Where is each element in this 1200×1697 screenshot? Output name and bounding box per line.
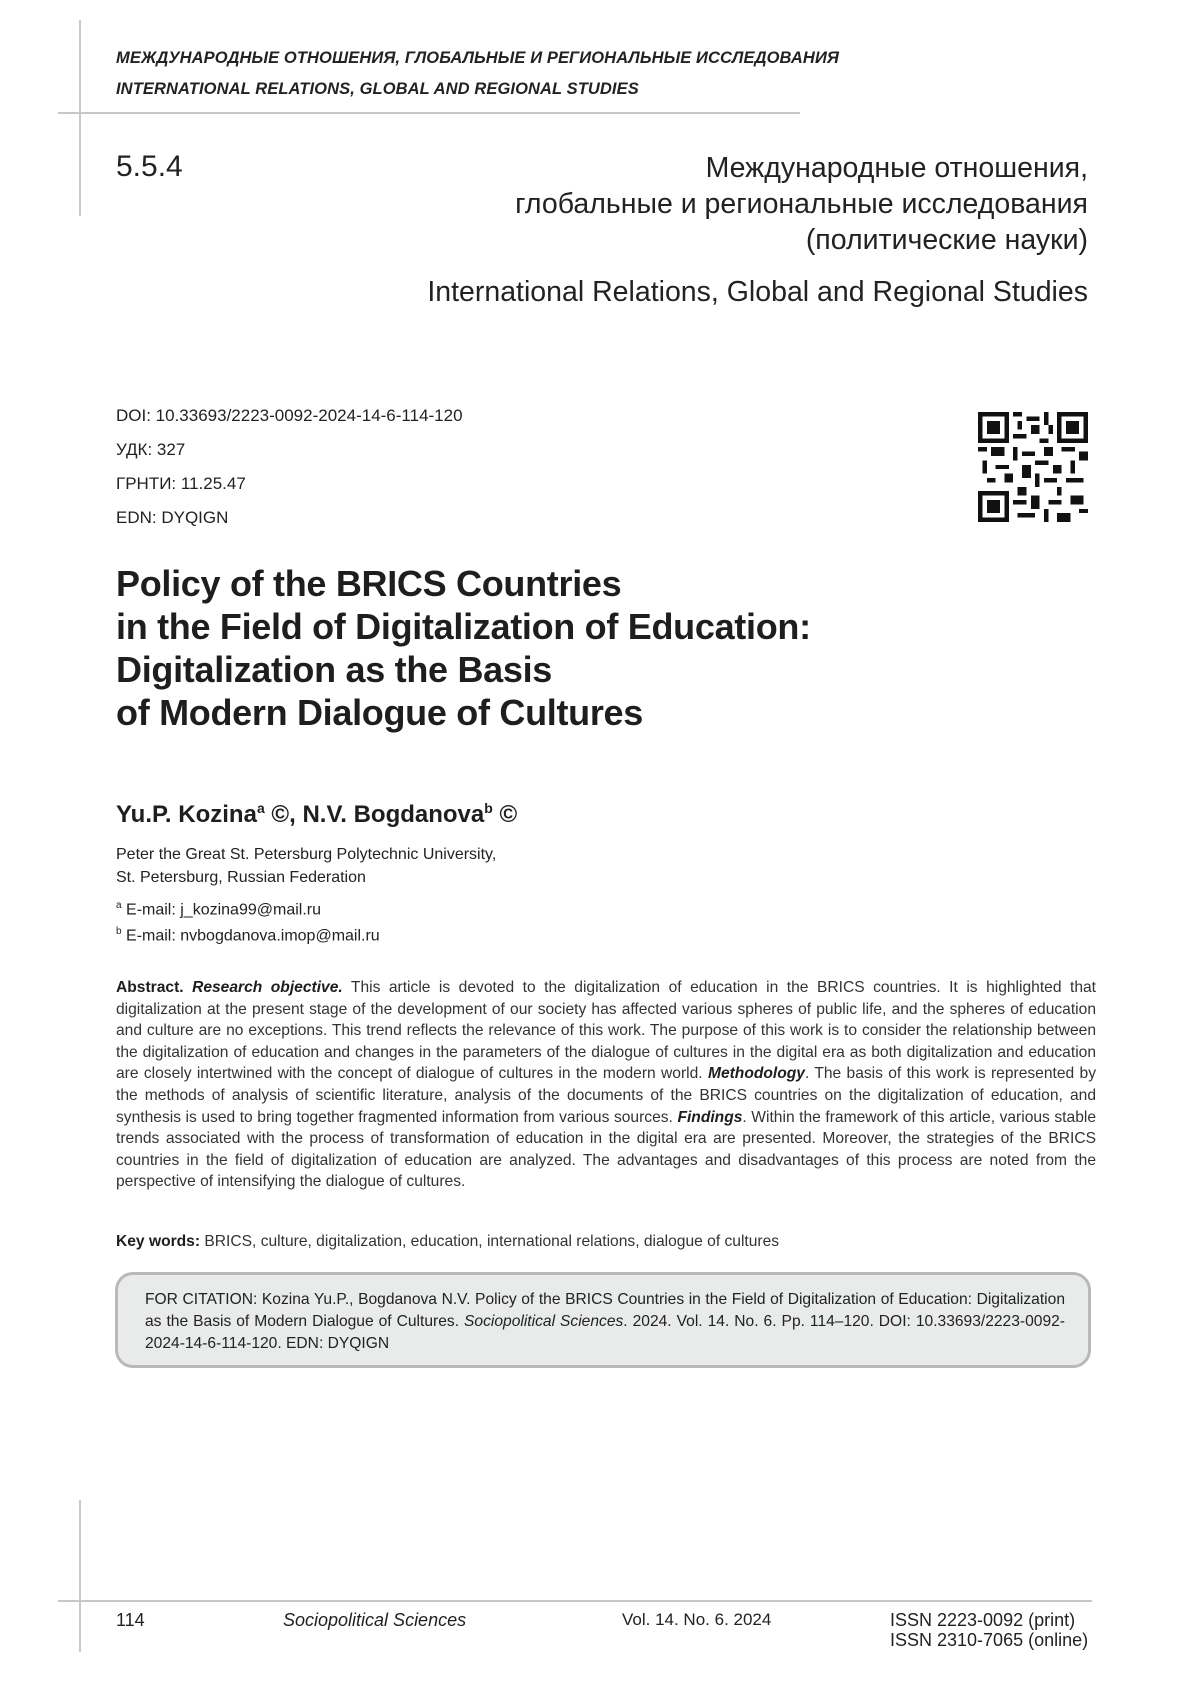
email-b-sup: b [116, 926, 122, 937]
header-horizontal-rule [58, 112, 800, 114]
specialty-en: International Relations, Global and Regional Studies [427, 276, 1088, 308]
findings-text: . Within the framework of this article, various stable trends associated with the process of transformation of education in the digital era are presented. Moreover, the strategies of the BRICS countries in the field of digitalization of education are analyzed. The advantages and disadvantages of this process are noted from the perspective of intensifying the dialogue of cultures. [116, 1108, 1096, 1191]
specialty-ru-line-3: (политические науки) [805, 224, 1088, 256]
abstract [116, 977, 1096, 1193]
methodology-text: . The basis of this work is represented by the methods of analysis of scientific literature, analysis of the documents of the BRICS countries on the digitalization of education, and synthesis is used to bring together fragmented information from various sources. [116, 1065, 1096, 1126]
edn: EDN: DYQIGN [116, 508, 229, 527]
specialty-ru-line-1: Международные отношения, [705, 152, 1088, 184]
footer-vertical-rule [79, 1500, 81, 1652]
issn-print: ISSN 2223-0092 (print) [890, 1610, 1076, 1630]
email-b-link[interactable]: E-mail: nvbogdanova.imop@mail.ru [126, 927, 380, 945]
email-b [116, 926, 380, 945]
orcid-icon[interactable]: © [499, 801, 518, 828]
footer-issn [890, 1610, 1088, 1650]
grnti: ГРНТИ: 11.25.47 [116, 474, 246, 493]
title-line-4: of Modern Dialogue of Cultures [116, 692, 643, 733]
udk: УДК: 327 [116, 440, 186, 459]
citation-box [115, 1272, 1091, 1368]
title-line-2: in the Field of Digitalization of Education: [116, 606, 811, 647]
keywords [116, 1233, 779, 1251]
affiliation-line-2: St. Petersburg, Russian Federation [116, 869, 366, 886]
footer-issue: Vol. 14. No. 6. 2024 [622, 1610, 772, 1629]
qr-code-icon[interactable] [978, 412, 1088, 522]
objective-label: Research objective. [192, 979, 343, 996]
author-1-sup: a [256, 800, 265, 816]
email-a [116, 900, 321, 919]
author-2-name: N.V. Bogdanova [302, 801, 485, 828]
email-a-link[interactable]: E-mail: j_kozina99@mail.ru [126, 901, 321, 919]
title-line-1: Policy of the BRICS Countries [116, 563, 622, 604]
keywords-text: BRICS, culture, digitalization, education, international relations, dialogue of cultures [200, 1233, 780, 1250]
specialty-ru-line-2: глобальные и региональные исследования [515, 188, 1088, 220]
author-1-name: Yu.P. Kozina [116, 801, 257, 828]
header-vertical-rule [79, 20, 81, 216]
orcid-icon[interactable]: © [271, 801, 290, 828]
running-header-ru: МЕЖДУНАРОДНЫЕ ОТНОШЕНИЯ, ГЛОБАЛЬНЫЕ И РЕГИОНАЛЬНЫЕ ИССЛЕДОВАНИЯ [116, 49, 840, 67]
footer-horizontal-rule [58, 1600, 1092, 1602]
title-line-3: Digitalization as the Basis [116, 649, 553, 690]
footer-journal: Sociopolitical Sciences [283, 1610, 467, 1630]
article-title [116, 562, 811, 734]
issn-online: ISSN 2310-7065 (online) [890, 1630, 1089, 1650]
citation-text [145, 1289, 1065, 1355]
authors-line [116, 800, 517, 829]
affiliation-line-1: Peter the Great St. Petersburg Polytechnic University, [116, 846, 497, 863]
page-number: 114 [116, 1610, 145, 1630]
citation-journal: Sociopolitical Sciences [464, 1313, 624, 1330]
keywords-label: Key words: [116, 1233, 201, 1250]
running-header-en: INTERNATIONAL RELATIONS, GLOBAL AND REGIONAL STUDIES [116, 80, 639, 98]
email-a-sup: a [116, 900, 122, 911]
specialty-code: 5.5.4 [116, 150, 183, 183]
citation-suffix: . 2024. Vol. 14. No. 6. Pp. 114–120. DOI: 10.33693/2223-0092-2024-14-6-114-120. EDN: DYQIGN [145, 1313, 1065, 1352]
specialty-ru-block [515, 150, 1088, 258]
author-2-sup: b [484, 800, 493, 816]
objective-text: This article is devoted to the digitalization of education in the BRICS countries. It is highlighted that digitalization at the present stage of the development of our society has affected various spheres of public life, and the spheres of education and culture are no exceptions. This trend reflects the relevance of this work. The purpose of this work is to consider the relationship between the digitalization of education and changes in the parameters of the dialogue of cultures in the digital era as both digitalization and education are closely intertwined with the concept of dialogue of cultures in the modern world. [116, 979, 1096, 1083]
findings-label: Findings [677, 1108, 743, 1126]
abstract-label: Abstract. [116, 979, 184, 996]
citation-prefix: FOR CITATION: Kozina Yu.P., Bogdanova N.V. Policy of the BRICS Countries in the Field of Digitalization of Education: Digitalization as the Basis of Modern Dialogue of Cultures. [145, 1291, 1065, 1330]
methodology-label: Methodology [707, 1065, 805, 1083]
affiliation [116, 843, 496, 889]
author-separator: , [289, 801, 296, 828]
doi-link[interactable]: DOI: 10.33693/2223-0092-2024-14-6-114-120 [116, 406, 463, 425]
